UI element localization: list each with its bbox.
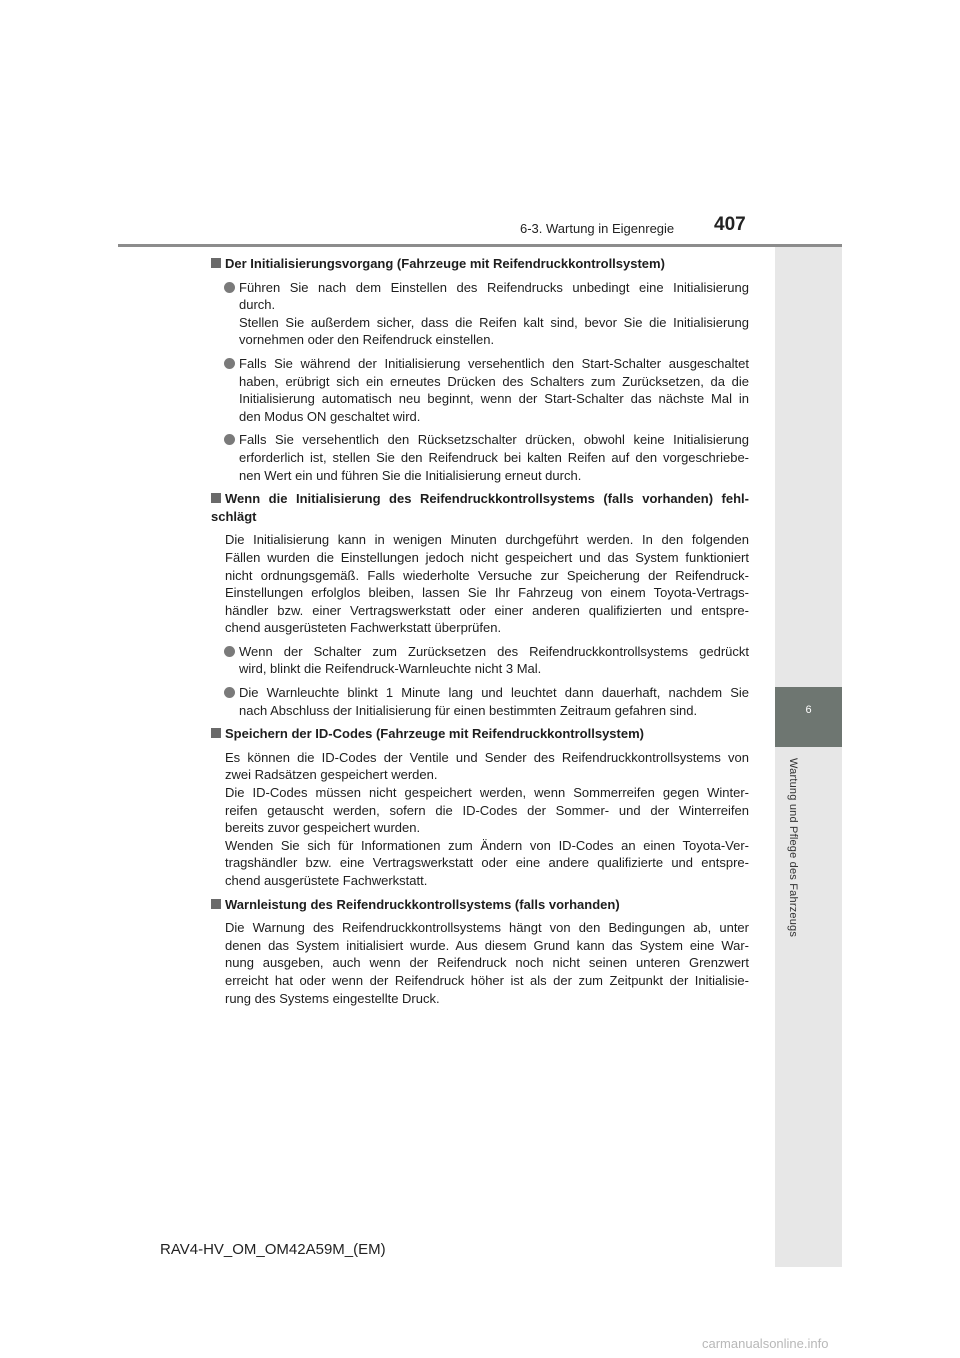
text-line: Führen Sie nach dem Einstellen des Reifendrucks unbedingt eine Initialisierung — [239, 279, 749, 295]
square-bullet-icon — [211, 728, 221, 738]
text-line: Die Warnung des Reifendruckkontrollsystems hängt von den Bedingungen ab, unter — [225, 920, 749, 936]
section-heading-initialization — [211, 255, 749, 273]
text-line: durch. — [239, 297, 276, 313]
section-heading-id-codes — [211, 725, 749, 743]
square-bullet-icon — [211, 258, 221, 268]
text-line: tragshändler bzw. eine Vertragswerkstatt oder eine andere qualifizierte und entspre- — [225, 855, 749, 871]
footer-model-code: RAV4-HV_OM_OM42A59M_(EM) — [160, 1241, 386, 1258]
circle-bullet-icon — [224, 687, 235, 698]
text-line: Wenden Sie sich für Informationen zum Ändern von ID-Codes an einen Toyota-Ver- — [225, 837, 749, 853]
text-line: Falls Sie versehentlich den Rücksetzschalter drücken, obwohl keine Initialisierung — [239, 432, 749, 448]
text-line: chend ausgerüstete Fachwerkstatt. — [225, 873, 428, 888]
bullet-item — [211, 684, 749, 719]
text-line: erreicht hat oder wenn der Reifendruck höher ist als der zum Zeitpunkt der Initialisie- — [225, 972, 749, 988]
heading-text: Der Initialisierungsvorgang (Fahrzeuge mit Reifendruckkontrollsystem) — [225, 256, 665, 271]
text-line: Initialisierung automatisch neu beginnt, wenn der Start-Schalter das nächste Mal in — [239, 391, 749, 407]
heading-text: Warnleistung des Reifendruckkontrollsystems (falls vorhanden) — [225, 896, 620, 912]
header-section-title: 6-3. Wartung in Eigenregie — [520, 221, 675, 236]
text-line: Die Warnleuchte blinkt 1 Minute lang und leuchtet dann dauerhaft, nachdem Sie — [239, 685, 749, 701]
text-line: haben, erübrigt sich ein erneutes Drücken des Schalters zum Zurücksetzen, da die — [239, 373, 749, 389]
side-tab-chapter-title: Wartung und Pflege des Fahrzeugs — [787, 758, 799, 938]
main-content — [211, 255, 749, 1013]
page-number: 407 — [714, 214, 746, 235]
text-line: Wenn der Schalter zum Zurücksetzen des Reifendruckkontrollsystems gedrückt — [239, 643, 749, 659]
heading-text-line: schlägt — [211, 508, 257, 524]
text-line: chend ausgerüsteten Fachwerkstatt überprüfen. — [225, 620, 502, 636]
section-heading-initialization-failure — [211, 490, 749, 525]
text-line: Einstellungen erfolglos bleiben, lassen Sie Ihr Fahrzeug von einem Toyota-Vertrags- — [225, 585, 749, 601]
text-line: wird, blinkt die Reifendruck-Warnleuchte nicht 3 Mal. — [239, 661, 542, 677]
text-line: den Modus ON geschaltet wird. — [239, 408, 421, 424]
text-line: händler bzw. einer Vertragswerkstatt oder einer anderen qualifizierten und entspre- — [225, 602, 749, 618]
text-line: denen das System initialisiert wurde. Aus diesem Grund kann das System eine War- — [225, 937, 749, 953]
paragraph — [211, 919, 749, 1007]
paragraph — [211, 531, 749, 637]
text-line: nung ausgeben, auch wenn der Reifendruck noch nicht seinen unteren Grenzwert — [225, 955, 749, 971]
text-line: zwei Radsätzen gespeichert werden. — [225, 767, 438, 783]
heading-text-line — [225, 490, 749, 508]
circle-bullet-icon — [224, 434, 235, 445]
heading-text: Wenn die Initialisierung des Reifendruckkontrollsystems (falls vorhanden) fehl- — [225, 491, 749, 507]
text-line: erforderlich ist, stellen Sie den Reifendruck bei kalten Reifen auf den vorgeschriebe- — [239, 449, 749, 465]
section-heading-warning-performance — [211, 896, 749, 914]
text-line: vornehmen oder den Reifendruck einstellen. — [239, 332, 495, 348]
text-line: Die ID-Codes müssen nicht gespeichert werden, wenn Sommerreifen gegen Winter- — [225, 785, 749, 801]
text-line: nicht ordnungsgemäß. Falls wiederholte Versuche zur Speicherung der Reifendruck- — [225, 567, 749, 583]
text-line: rung des Systems eingestellte Druck. — [225, 990, 440, 1006]
text-line: nach Abschluss der Initialisierung für einen bestimmten Zeitraum gefahren sind. — [239, 702, 698, 718]
side-tab-background-upper — [775, 247, 842, 687]
text-line: bereits zuvor gespeichert wurden. — [225, 820, 421, 836]
bullet-item — [211, 643, 749, 678]
bullet-item — [211, 355, 749, 425]
watermark: carmanualsonline.info — [702, 1336, 829, 1351]
circle-bullet-icon — [224, 282, 235, 293]
header-divider — [118, 244, 842, 247]
heading-text: Speichern der ID-Codes (Fahrzeuge mit Reifendruckkontrollsystem) — [225, 726, 644, 742]
text-line: reifen getauscht werden, sofern die ID-Codes der Sommer- und der Winterreifen — [225, 802, 749, 818]
square-bullet-icon — [211, 899, 221, 909]
text-line: Stellen Sie außerdem sicher, dass die Reifen kalt sind, bevor Sie die Initialisierung — [239, 314, 749, 330]
side-tab-background-lower — [775, 747, 842, 1267]
side-tab-chapter-marker — [775, 687, 842, 747]
circle-bullet-icon — [224, 646, 235, 657]
paragraph — [211, 749, 749, 890]
bullet-item — [211, 431, 749, 484]
square-bullet-icon — [211, 493, 221, 503]
side-tab-chapter-number: 6 — [805, 704, 812, 716]
text-line: nen Wert ein und führen Sie die Initialisierung erneut durch. — [239, 467, 582, 483]
circle-bullet-icon — [224, 358, 235, 369]
text-line: Fällen wurden die Einstellungen jedoch nicht gespeichert und das System funktioniert — [225, 549, 749, 565]
bullet-item — [211, 279, 749, 349]
text-line: Falls Sie während der Initialisierung versehentlich den Start-Schalter ausgeschaltet — [239, 355, 749, 371]
text-line: Die Initialisierung kann in wenigen Minuten durchgeführt werden. In den folgenden — [225, 532, 749, 548]
text-line: Es können die ID-Codes der Ventile und Sender des Reifendruckkontrollsystems von — [225, 749, 749, 765]
